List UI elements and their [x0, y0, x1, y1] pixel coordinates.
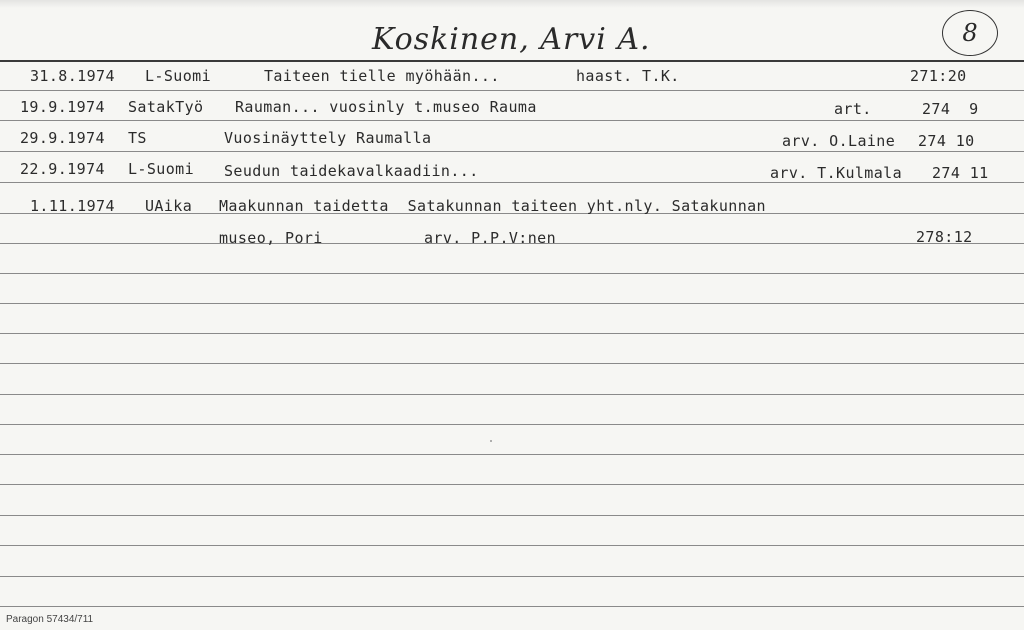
card-number-circle — [942, 10, 998, 56]
ruled-line — [0, 90, 1024, 91]
row-text: museo, Pori — [219, 229, 323, 247]
row-text: Taiteen tielle myöhään... — [264, 67, 500, 85]
row-ref: 278:12 — [916, 228, 973, 246]
card-number: 8 — [962, 19, 978, 47]
ruled-line — [0, 424, 1024, 425]
card-top-shadow — [0, 0, 1024, 8]
header-rule — [0, 60, 1024, 62]
ruled-line — [0, 484, 1024, 485]
row-text: Seudun taidekavalkaadiin... — [224, 162, 479, 180]
card-title-handwritten: Koskinen, Arvi A. — [372, 22, 651, 57]
ruled-line — [0, 182, 1024, 183]
row-note: art. — [834, 100, 872, 118]
row-text: Maakunnan taidetta Satakunnan taiteen yht.nly. Satakunnan — [219, 197, 766, 215]
row-source: L-Suomi — [145, 67, 212, 85]
row-date: 29.9.1974 — [20, 129, 105, 147]
row-text: Vuosinäyttely Raumalla — [224, 129, 432, 147]
row-ref: 274 9 — [922, 100, 979, 118]
row-source: L-Suomi — [128, 160, 195, 178]
ruled-line — [0, 606, 1024, 607]
ruled-line — [0, 120, 1024, 121]
row-ref: 274 11 — [932, 164, 989, 182]
ruled-line — [0, 545, 1024, 546]
row-note: haast. T.K. — [576, 67, 680, 85]
ruled-line — [0, 363, 1024, 364]
row-note: arv. P.P.V:nen — [424, 229, 557, 247]
row-date: 1.11.1974 — [30, 197, 115, 215]
ruled-line — [0, 576, 1024, 577]
printer-imprint: Paragon 57434/711 — [6, 614, 94, 625]
ruled-line — [0, 151, 1024, 152]
row-ref: 271:20 — [910, 67, 967, 85]
ruled-line — [0, 454, 1024, 455]
row-date: 19.9.1974 — [20, 98, 105, 116]
row-date: 22.9.1974 — [20, 160, 105, 178]
row-date: 31.8.1974 — [30, 67, 115, 85]
row-note: arv. O.Laine — [782, 132, 896, 150]
row-source: UAika — [145, 197, 193, 215]
ruled-line — [0, 273, 1024, 274]
row-ref: 274 10 — [918, 132, 975, 150]
row-text: Rauman... vuosinly t.museo Rauma — [235, 98, 537, 116]
paper-speck — [490, 440, 492, 442]
ruled-line — [0, 303, 1024, 304]
row-source: TS — [128, 129, 147, 147]
ruled-line — [0, 333, 1024, 334]
row-source: SatakTyö — [128, 98, 204, 116]
ruled-line — [0, 394, 1024, 395]
ruled-line — [0, 515, 1024, 516]
row-note: arv. T.Kulmala — [770, 164, 903, 182]
